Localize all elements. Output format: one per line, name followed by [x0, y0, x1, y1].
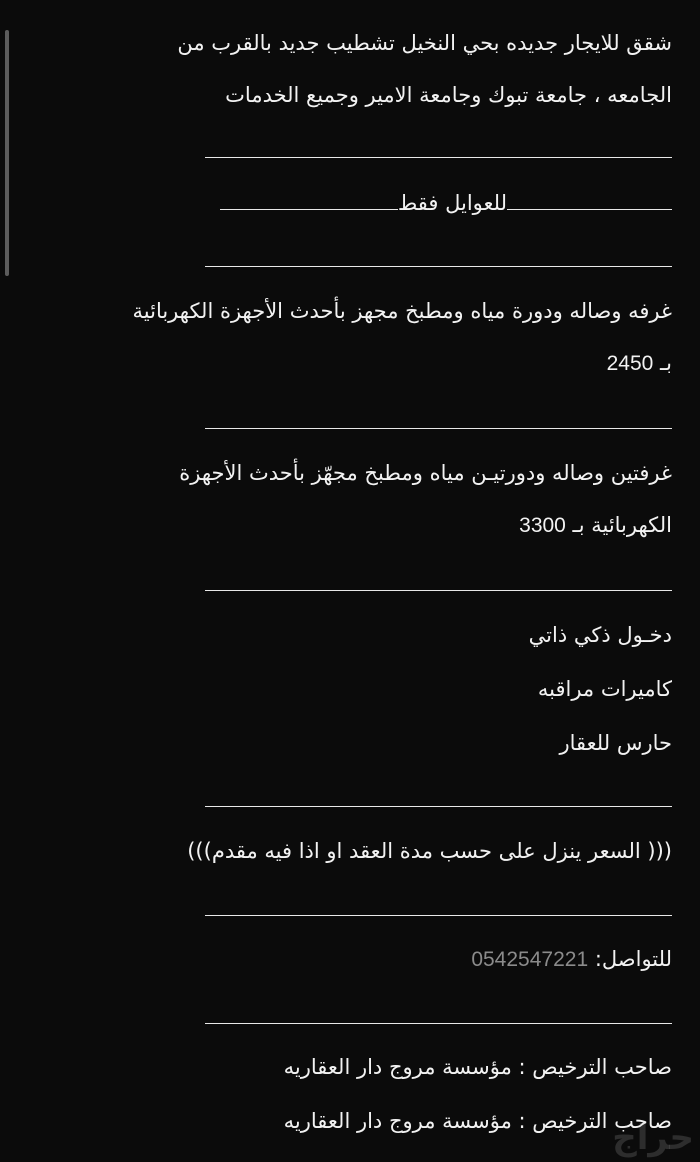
divider	[205, 590, 672, 591]
divider	[205, 806, 672, 807]
inline-underline	[507, 208, 672, 210]
haraj-watermark-logo: حراج	[612, 1118, 694, 1158]
unit1-price: 2450	[606, 352, 654, 375]
divider	[205, 428, 672, 429]
unit1-price-prefix: بـ	[660, 351, 672, 375]
families-only-line	[220, 188, 672, 218]
unit2-price-prefix: الكهربائية بـ	[572, 513, 672, 537]
divider	[205, 266, 672, 267]
unit2-price: 3300	[519, 514, 566, 537]
license-line-2: صاحب الترخيص : مؤسسة مروج دار العقاريه	[283, 1109, 672, 1133]
contact-phone-link[interactable]: 0542547221	[471, 948, 589, 971]
unit2-description: غرفتين وصاله ودورتيـن مياه ومطبخ مجهّز بأحدث الأجهزة	[179, 461, 672, 485]
intro-line-1: شقق للايجار جديده بحي النخيل تشطيب جديد بالقرب من	[177, 31, 672, 55]
contact-label: للتواصل:	[594, 947, 672, 971]
families-only-text: للعوايل فقط	[397, 191, 507, 215]
inline-underline	[220, 208, 398, 210]
license-line-1: صاحب الترخيص : مؤسسة مروج دار العقاريه	[283, 1055, 672, 1079]
feature-guard: حارس للعقار	[559, 731, 672, 755]
unit1-price-line	[607, 348, 672, 379]
divider	[205, 1023, 672, 1024]
unit2-price-line	[519, 510, 672, 541]
price-note: ((( السعر ينزل على حسب مدة العقد او اذا فيه مقدم)))	[187, 839, 672, 863]
intro-line-2: الجامعه ، جامعة تبوك وجامعة الامير وجميع الخدمات	[225, 83, 672, 107]
divider	[205, 157, 672, 158]
divider	[205, 915, 672, 916]
unit1-description: غرفه وصاله ودورة مياه ومطبخ مجهز بأحدث الأجهزة الكهربائية	[132, 299, 672, 323]
scrollbar[interactable]	[5, 30, 9, 276]
feature-smart-entry: دخـول ذكي ذاتي	[528, 623, 672, 647]
feature-cameras: كاميرات مراقبه	[537, 677, 672, 701]
contact-line	[471, 944, 672, 975]
